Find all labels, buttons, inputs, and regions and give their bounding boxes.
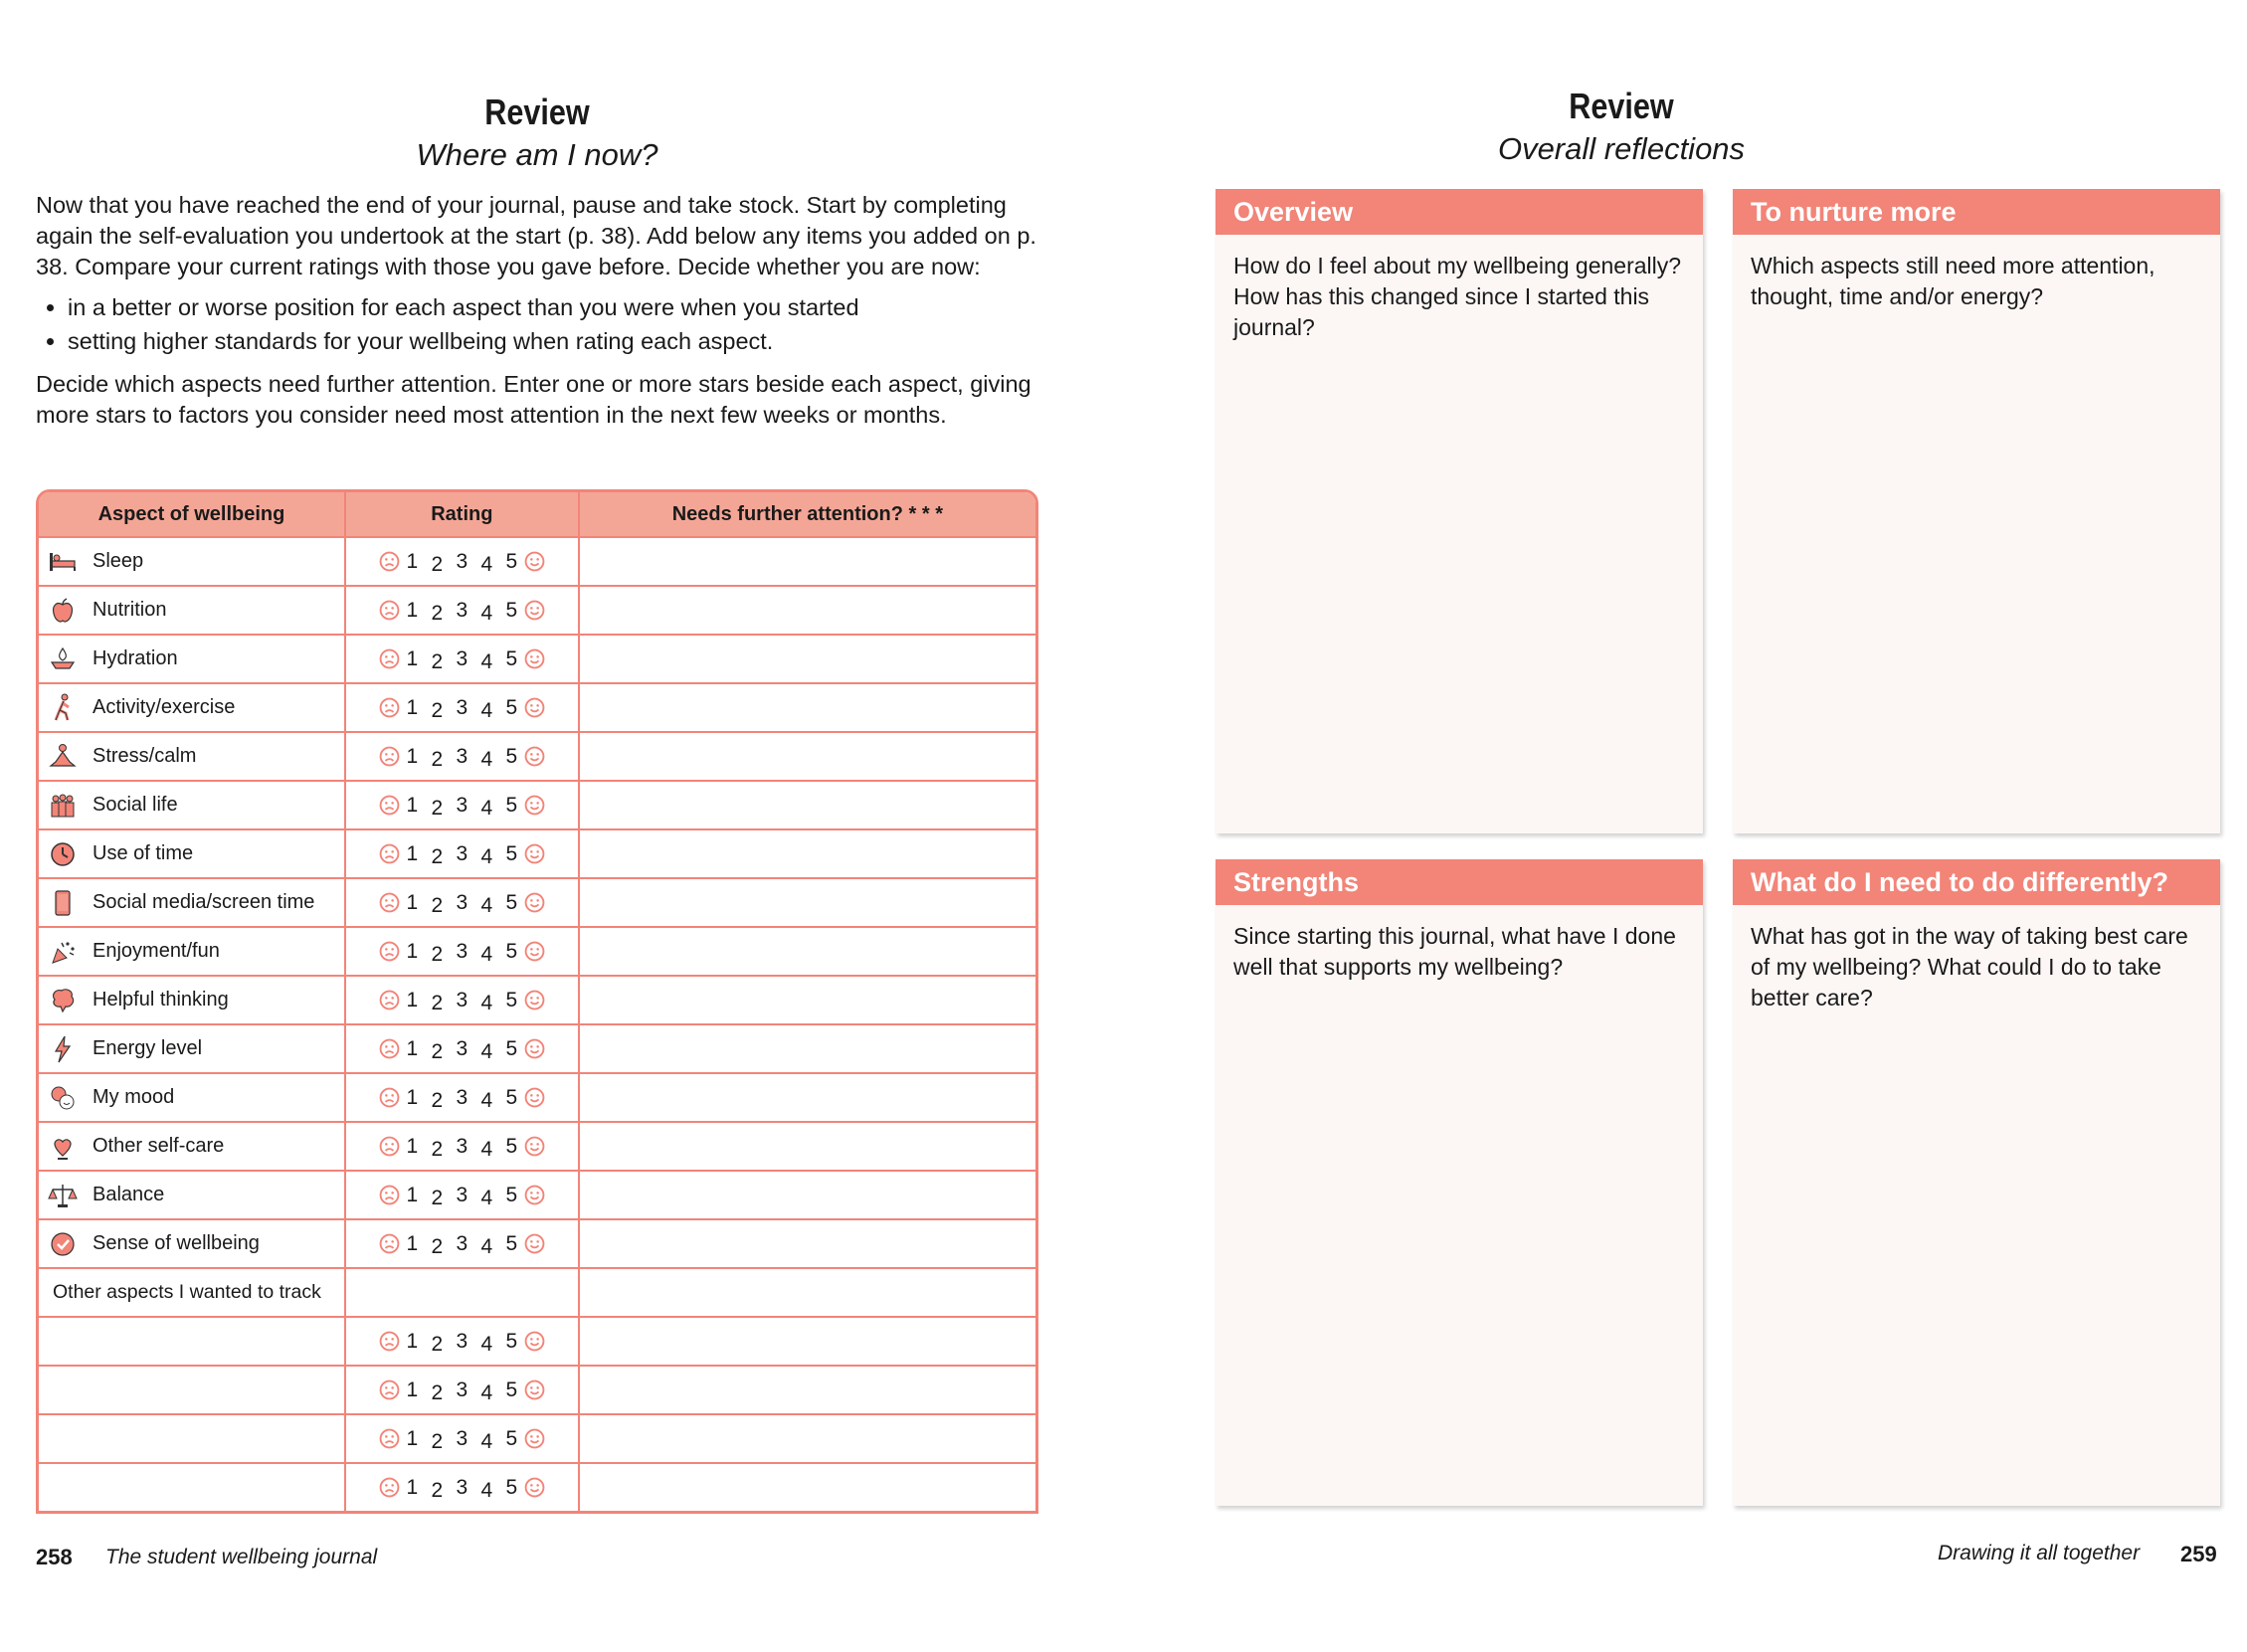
box-question: What has got in the way of taking best care of my wellbeing? What could I do to take better care? (1751, 923, 2188, 1010)
rating-scale (346, 989, 578, 1012)
attention-cell[interactable] (580, 1365, 1035, 1413)
rating-option[interactable]: 3 (456, 1183, 468, 1206)
rating-cell (346, 634, 580, 682)
rating-option[interactable]: 2 (431, 601, 444, 625)
rating-option[interactable]: 4 (480, 796, 493, 820)
rating-scale (346, 842, 578, 866)
rating-option[interactable]: 2 (431, 844, 444, 868)
rating-option[interactable]: 2 (431, 552, 444, 576)
attention-cell[interactable] (580, 1316, 1035, 1365)
empty-cell (580, 1267, 1035, 1316)
rating-option[interactable]: 2 (431, 1478, 444, 1502)
blank-aspect-cell[interactable] (39, 1316, 346, 1365)
rating-scale (346, 550, 578, 574)
aspect-cell (39, 1121, 346, 1170)
rating-option[interactable]: 5 (505, 841, 518, 865)
aspect-label: Social media/screen time (93, 891, 315, 913)
rating-option[interactable]: 3 (456, 598, 468, 622)
rating-option[interactable]: 3 (456, 549, 468, 573)
rating-option[interactable]: 1 (406, 841, 419, 865)
rating-option[interactable]: 5 (505, 1134, 518, 1158)
rating-cell (346, 975, 580, 1023)
rating-option[interactable]: 5 (505, 646, 518, 670)
aspect-cell (39, 1170, 346, 1218)
rating-option[interactable]: 3 (456, 744, 468, 768)
rating-option[interactable]: 1 (406, 1377, 419, 1401)
bed-icon (45, 544, 81, 580)
aspect-label: Nutrition (93, 599, 167, 621)
blank-aspect-cell[interactable] (39, 1462, 346, 1511)
rating-option[interactable]: 4 (480, 1186, 493, 1209)
rating-cell (346, 1072, 580, 1121)
rating-option[interactable]: 1 (406, 646, 419, 670)
rating-option[interactable]: 1 (406, 598, 419, 622)
rating-option[interactable]: 2 (431, 942, 444, 966)
phone-icon (45, 885, 81, 921)
do-differently-box[interactable] (1733, 859, 2220, 1506)
water-glass-icon (45, 642, 81, 677)
rating-option[interactable]: 5 (505, 1329, 518, 1353)
table-row (39, 1023, 1035, 1072)
group-people-icon (45, 788, 81, 824)
aspect-cell (39, 536, 346, 585)
rating-option[interactable]: 5 (505, 744, 518, 768)
to-nurture-more-box[interactable] (1733, 189, 2220, 833)
table-row (39, 926, 1035, 975)
wellbeing-rating-table (36, 489, 1038, 1514)
attention-cell[interactable] (580, 780, 1035, 828)
rating-option[interactable]: 3 (456, 1377, 468, 1401)
brain-icon (45, 983, 81, 1018)
aspect-cell (39, 1072, 346, 1121)
aspect-cell (39, 975, 346, 1023)
attention-cell[interactable] (580, 1218, 1035, 1267)
aspect-cell (39, 1023, 346, 1072)
blank-aspect-row (39, 1365, 1035, 1413)
table-row (39, 877, 1035, 926)
rating-scale (346, 647, 578, 671)
aspect-cell (39, 877, 346, 926)
rating-scale (346, 1427, 578, 1451)
aspect-label: Sleep (93, 550, 144, 572)
attention-cell[interactable] (580, 634, 1035, 682)
rating-option[interactable]: 2 (431, 1234, 444, 1258)
rating-option[interactable]: 1 (406, 1475, 419, 1499)
box-heading: What do I need to do differently? (1733, 859, 2220, 905)
rating-cell (346, 1121, 580, 1170)
rating-option[interactable]: 2 (431, 991, 444, 1014)
rating-option[interactable]: 3 (456, 1036, 468, 1060)
table-row (39, 585, 1035, 634)
rating-option[interactable]: 5 (505, 1475, 518, 1499)
header-aspect: Aspect of wellbeing (39, 492, 346, 536)
attention-cell[interactable] (580, 1121, 1035, 1170)
rating-scale (346, 1184, 578, 1207)
rating-option[interactable]: 5 (505, 1426, 518, 1450)
rating-option[interactable]: 3 (456, 1134, 468, 1158)
rating-scale (346, 1330, 578, 1354)
rating-option[interactable]: 3 (456, 1085, 468, 1109)
clock-icon (45, 836, 81, 872)
rating-option[interactable]: 3 (456, 841, 468, 865)
party-popper-icon (45, 934, 81, 970)
rating-scale (346, 1037, 578, 1061)
rating-option[interactable]: 4 (480, 1429, 493, 1453)
rating-option[interactable]: 1 (406, 1085, 419, 1109)
rating-cell (346, 926, 580, 975)
rating-option[interactable]: 1 (406, 549, 419, 573)
attention-cell[interactable] (580, 1072, 1035, 1121)
rating-scale (346, 1232, 578, 1256)
table-row (39, 731, 1035, 780)
rating-option[interactable]: 5 (505, 988, 518, 1011)
aspect-cell (39, 780, 346, 828)
aspect-label: My mood (93, 1086, 175, 1108)
attention-cell[interactable] (580, 1170, 1035, 1218)
rating-option[interactable]: 5 (505, 695, 518, 719)
rating-option[interactable]: 5 (505, 1231, 518, 1255)
rating-option[interactable]: 1 (406, 1231, 419, 1255)
rating-option[interactable]: 2 (431, 796, 444, 820)
table-row (39, 828, 1035, 877)
rating-option[interactable]: 5 (505, 793, 518, 817)
box-heading: Strengths (1216, 859, 1703, 905)
table-row (39, 780, 1035, 828)
table-row (39, 682, 1035, 731)
attention-cell[interactable] (580, 975, 1035, 1023)
lightning-icon (45, 1031, 81, 1067)
rating-scale (346, 1135, 578, 1159)
rating-option[interactable]: 2 (431, 698, 444, 722)
rating-option[interactable]: 3 (456, 939, 468, 963)
rating-option[interactable]: 2 (431, 1137, 444, 1161)
box-heading: Overview (1216, 189, 1703, 235)
rating-option[interactable]: 4 (480, 1039, 493, 1063)
aspect-cell (39, 926, 346, 975)
rating-scale (346, 940, 578, 964)
rating-option[interactable]: 4 (480, 893, 493, 917)
rating-option[interactable]: 2 (431, 1088, 444, 1112)
page-number: 259 (2180, 1542, 2217, 1566)
rating-option[interactable]: 5 (505, 1377, 518, 1401)
rating-option[interactable]: 4 (480, 1332, 493, 1356)
rating-cell (346, 1462, 580, 1511)
empty-cell (346, 1267, 580, 1316)
rating-option[interactable]: 1 (406, 890, 419, 914)
rating-option[interactable]: 2 (431, 1380, 444, 1404)
overview-box[interactable] (1216, 189, 1703, 833)
other-aspects-cell (39, 1267, 346, 1316)
aspect-cell (39, 585, 346, 634)
rating-option[interactable]: 1 (406, 1329, 419, 1353)
rating-option[interactable]: 2 (431, 649, 444, 673)
blank-aspect-row (39, 1462, 1035, 1511)
attention-cell[interactable] (580, 585, 1035, 634)
bullet-list (36, 292, 1040, 357)
rating-option[interactable]: 2 (431, 1429, 444, 1453)
rating-option[interactable]: 4 (480, 991, 493, 1014)
rating-option[interactable]: 4 (480, 1137, 493, 1161)
rating-cell (346, 780, 580, 828)
aspect-cell (39, 682, 346, 731)
book-title: The student wellbeing journal (105, 1546, 378, 1568)
section-title: Drawing it all together (1938, 1542, 2141, 1564)
aspect-label: Activity/exercise (93, 696, 236, 718)
aspect-cell (39, 731, 346, 780)
aspect-label: Stress/calm (93, 745, 197, 767)
rating-option[interactable]: 3 (456, 695, 468, 719)
page-subtitle: Overall reflections (1497, 131, 1746, 166)
rating-option[interactable]: 4 (480, 1088, 493, 1112)
rating-option[interactable]: 4 (480, 942, 493, 966)
rating-option[interactable]: 1 (406, 793, 419, 817)
attention-cell[interactable] (580, 1413, 1035, 1462)
rating-cell (346, 1023, 580, 1072)
rating-option[interactable]: 4 (480, 844, 493, 868)
rating-cell (346, 731, 580, 780)
page-title: Review (1569, 86, 1674, 126)
blank-aspect-row (39, 1316, 1035, 1365)
table-header-row (39, 492, 1035, 536)
rating-option[interactable]: 4 (480, 601, 493, 625)
rating-option[interactable]: 4 (480, 552, 493, 576)
rating-option[interactable]: 5 (505, 1085, 518, 1109)
aspect-label: Use of time (93, 842, 194, 864)
rating-option[interactable]: 4 (480, 1380, 493, 1404)
rating-option[interactable]: 3 (456, 1426, 468, 1450)
box-heading: To nurture more (1733, 189, 2220, 235)
bullet-item: • setting higher standards for your wellbeing when rating each aspect. (68, 326, 1040, 357)
table-row (39, 1121, 1035, 1170)
page-number: 258 (36, 1545, 73, 1569)
rating-option[interactable]: 1 (406, 1036, 419, 1060)
rating-scale (346, 891, 578, 915)
rating-option[interactable]: 1 (406, 939, 419, 963)
rating-cell (346, 1316, 580, 1365)
aspect-label: Energy level (93, 1037, 203, 1059)
rating-scale (346, 1476, 578, 1500)
aspect-label: Sense of wellbeing (93, 1232, 260, 1254)
rating-scale (346, 599, 578, 623)
rating-option[interactable]: 3 (456, 646, 468, 670)
table-row (39, 1170, 1035, 1218)
rating-option[interactable]: 4 (480, 1234, 493, 1258)
rating-option[interactable]: 5 (505, 939, 518, 963)
aspect-label: Other self-care (93, 1135, 225, 1157)
rating-scale (346, 1378, 578, 1402)
rating-scale (346, 696, 578, 720)
aspect-label: Hydration (93, 647, 178, 669)
blank-aspect-cell[interactable] (39, 1413, 346, 1462)
attention-cell[interactable] (580, 926, 1035, 975)
rating-cell (346, 877, 580, 926)
instruction-paragraph: Decide which aspects need further attention. Enter one or more stars beside each aspect, giving more stars to factors you consider need most attention in the next few weeks or months. (36, 371, 1031, 428)
apple-icon (45, 593, 81, 629)
rating-option[interactable]: 3 (456, 793, 468, 817)
attention-cell[interactable] (580, 682, 1035, 731)
check-badge-icon (45, 1226, 81, 1262)
rating-option[interactable]: 1 (406, 1134, 419, 1158)
rating-option[interactable]: 1 (406, 1426, 419, 1450)
mood-faces-icon (45, 1080, 81, 1116)
blank-aspect-cell[interactable] (39, 1365, 346, 1413)
attention-cell[interactable] (580, 828, 1035, 877)
rating-option[interactable]: 3 (456, 1475, 468, 1499)
meditation-figure-icon (45, 739, 81, 775)
header-needs-attention: Needs further attention? * * * (580, 492, 1035, 536)
table-row (39, 1072, 1035, 1121)
attention-cell[interactable] (580, 877, 1035, 926)
header-rating: Rating (346, 492, 580, 536)
rating-option[interactable]: 1 (406, 744, 419, 768)
rating-scale (346, 794, 578, 818)
aspect-label: Helpful thinking (93, 989, 229, 1010)
attention-cell[interactable] (580, 1023, 1035, 1072)
rating-option[interactable]: 2 (431, 1332, 444, 1356)
bullet-item: • in a better or worse position for each aspect than you were when you started (68, 292, 1040, 323)
rating-cell (346, 1170, 580, 1218)
attention-cell[interactable] (580, 1462, 1035, 1511)
running-figure-icon (45, 690, 81, 726)
attention-cell[interactable] (580, 731, 1035, 780)
rating-option[interactable]: 1 (406, 1183, 419, 1206)
rating-cell (346, 682, 580, 731)
other-aspects-row (39, 1267, 1035, 1316)
table-row (39, 536, 1035, 585)
rating-option[interactable]: 3 (456, 988, 468, 1011)
rating-option[interactable]: 4 (480, 747, 493, 771)
rating-scale (346, 1086, 578, 1110)
heart-hand-icon (45, 1129, 81, 1165)
strengths-box[interactable] (1216, 859, 1703, 1506)
rating-option[interactable]: 3 (456, 1329, 468, 1353)
rating-option[interactable]: 2 (431, 893, 444, 917)
rating-cell (346, 1413, 580, 1462)
rating-cell (346, 1365, 580, 1413)
right-page (1124, 0, 2247, 1652)
rating-scale (346, 745, 578, 769)
attention-cell[interactable] (580, 536, 1035, 585)
intro-text (36, 190, 1040, 441)
rating-option[interactable]: 2 (431, 1039, 444, 1063)
rating-cell (346, 828, 580, 877)
rating-option[interactable]: 4 (480, 649, 493, 673)
aspect-cell (39, 1218, 346, 1267)
rating-option[interactable]: 3 (456, 1231, 468, 1255)
rating-option[interactable]: 5 (505, 890, 518, 914)
rating-cell (346, 1218, 580, 1267)
table-row (39, 975, 1035, 1023)
other-aspects-label: Other aspects I wanted to track (53, 1281, 321, 1303)
rating-option[interactable]: 4 (480, 698, 493, 722)
aspect-label: Enjoyment/fun (93, 940, 220, 962)
rating-option[interactable]: 1 (406, 988, 419, 1011)
rating-option[interactable]: 3 (456, 890, 468, 914)
rating-option[interactable]: 2 (431, 1186, 444, 1209)
blank-aspect-row (39, 1413, 1035, 1462)
table-row (39, 1218, 1035, 1267)
page-title: Review (484, 92, 590, 132)
rating-option[interactable]: 5 (505, 1183, 518, 1206)
aspect-cell (39, 634, 346, 682)
aspect-label: Social life (93, 794, 178, 816)
rating-option[interactable]: 2 (431, 747, 444, 771)
intro-paragraph: Now that you have reached the end of your journal, pause and take stock. Start by completing again the self-evaluation you undertook at the start (p. 38). Add below any items you added on p. 38. Compare your current ratings with those you gave before. Decide whether you are now: (36, 192, 1036, 279)
aspect-cell (39, 828, 346, 877)
scales-icon (45, 1178, 81, 1213)
page-subtitle: Where am I now? (416, 137, 658, 172)
box-question: How do I feel about my wellbeing generally? How has this changed since I started this journal? (1233, 253, 1682, 340)
rating-option[interactable]: 5 (505, 598, 518, 622)
rating-option[interactable]: 1 (406, 695, 419, 719)
table-row (39, 634, 1035, 682)
rating-cell (346, 585, 580, 634)
rating-option[interactable]: 5 (505, 549, 518, 573)
box-question: Which aspects still need more attention, thought, time and/or energy? (1751, 253, 2155, 309)
rating-cell (346, 536, 580, 585)
aspect-label: Balance (93, 1184, 165, 1205)
rating-option[interactable]: 5 (505, 1036, 518, 1060)
rating-option[interactable]: 4 (480, 1478, 493, 1502)
box-question: Since starting this journal, what have I done well that supports my wellbeing? (1233, 923, 1676, 980)
